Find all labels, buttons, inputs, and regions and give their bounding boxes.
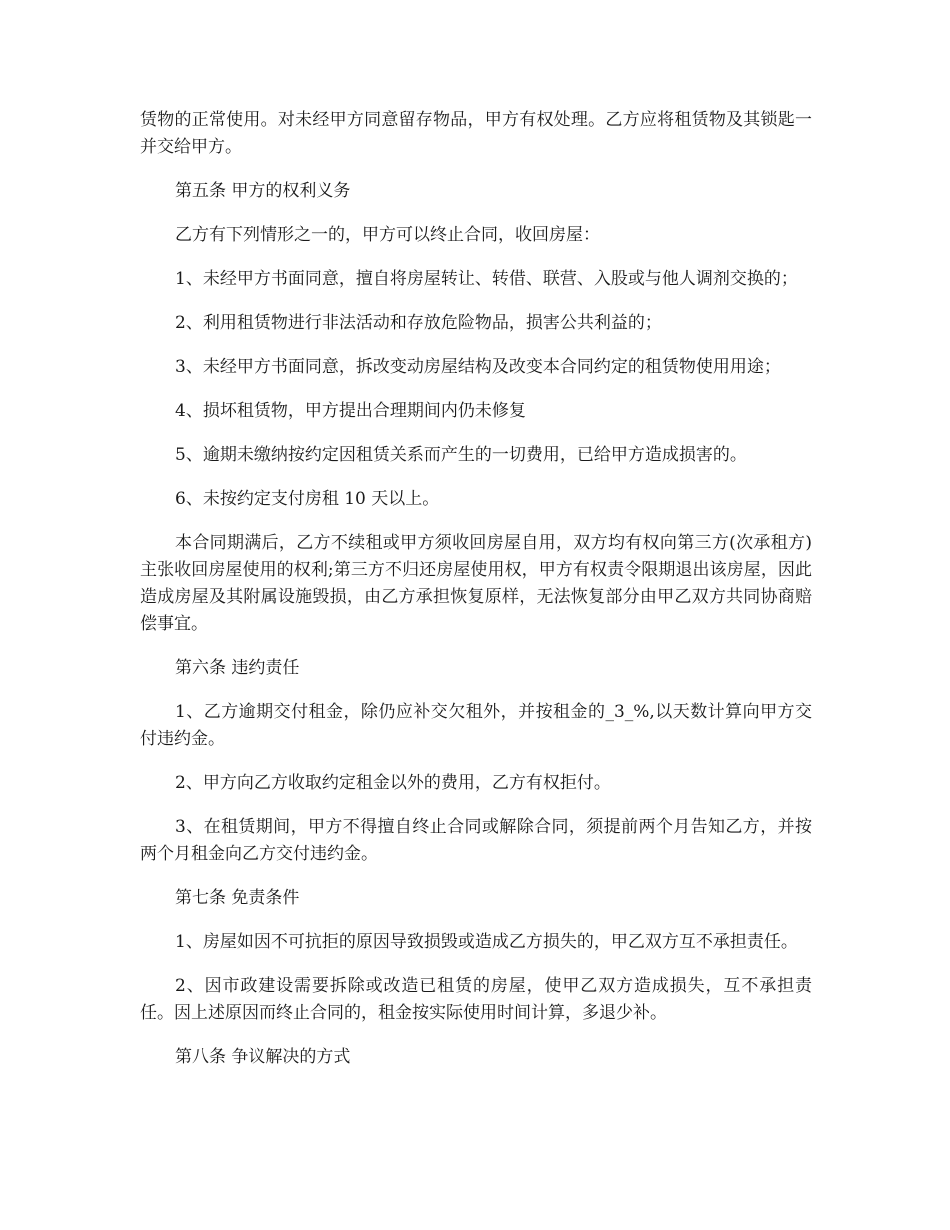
section-heading-article-8: 第八条 争议解决的方式 [175, 1047, 351, 1067]
list-item: 1、未经甲方书面同意，擅自将房屋转让、转借、联营、入股或与他人调剂交换的； [175, 269, 798, 289]
list-item: 1、房屋如因不可抗拒的原因导致损毁或造成乙方损失的，甲乙双方互不承担责任。 [175, 932, 798, 952]
list-item: 2、利用租赁物进行非法活动和存放危险物品，损害公共利益的； [175, 313, 662, 333]
section-heading-article-6: 第六条 违约责任 [175, 658, 300, 678]
paragraph-continuation: 赁物的正常使用。对未经甲方同意留存物品，甲方有权处理。乙方应将租赁物及其锁匙一并交给甲方。 [140, 110, 812, 157]
list-item: 4、损坏租赁物，甲方提出合理期间内仍未修复 [175, 401, 526, 421]
paragraph: 乙方有下列情形之一的，甲方可以终止合同，收回房屋： [175, 225, 600, 245]
paragraph: 本合同期满后，乙方不续租或甲方须收回房屋自用，双方均有权向第三方(次承租方)主张收回房屋使用的权利;第三方不归还房屋使用权，甲方有权责令限期退出该房屋，因此造成房屋及其附属设施毁损，由乙方承担恢复原样，无法恢复部分由甲乙双方共同协商赔偿事宜。 [140, 533, 812, 634]
list-item: 6、未按约定支付房租 10 天以上。 [175, 489, 440, 509]
list-item: 2、因市政建设需要拆除或改造已租赁的房屋，使甲乙双方造成损失，互不承担责任。因上述原因而终止合同的，租金按实际使用时间计算，多退少补。 [140, 976, 812, 1023]
document-body [140, 107, 812, 1088]
list-item: 2、甲方向乙方收取约定租金以外的费用，乙方有权拒付。 [175, 773, 611, 793]
list-item: 5、逾期未缴纳按约定因租赁关系而产生的一切费用，已给甲方造成损害的。 [175, 445, 747, 465]
section-heading-article-7: 第七条 免责条件 [175, 888, 300, 908]
list-item: 3、未经甲方书面同意，拆改变动房屋结构及改变本合同约定的租赁物使用用途； [175, 357, 781, 377]
section-heading-article-5: 第五条 甲方的权利义务 [175, 181, 351, 201]
list-item: 3、在租赁期间，甲方不得擅自终止合同或解除合同，须提前两个月告知乙方，并按两个月租金向乙方交付违约金。 [140, 817, 812, 864]
list-item: 1、乙方逾期交付租金，除仍应补交欠租外，并按租金的_3_%,以天数计算向甲方交付违约金。 [140, 702, 812, 749]
